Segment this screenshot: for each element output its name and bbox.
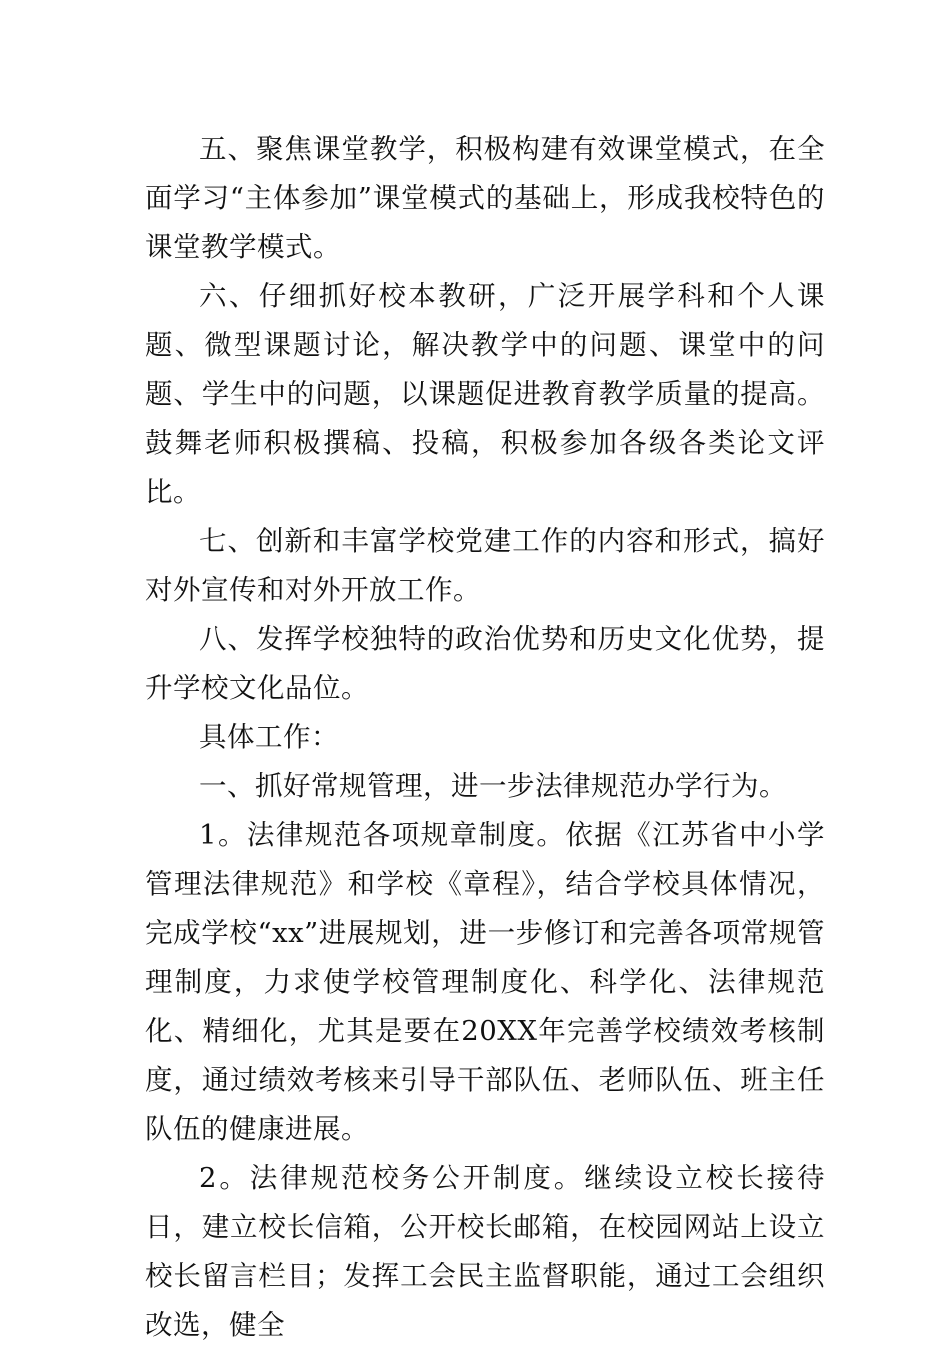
paragraph-5-classroom-teaching: 五、聚焦课堂教学，积极构建有效课堂模式，在全面学习“主体参加”课堂模式的基础上，形成我校特色的课堂教学模式。 <box>145 133 825 263</box>
item-1-1-regulations: 1。法律规范各项规章制度。依据《江苏省中小学管理法律规范》和学校《章程》，结合学校具体情况，完成学校“xx”进展规划，进一步修订和完善各项常规管理制度，力求使学校管理制度化、科学化、法律规范化、精细化，尤其是要在20XX年完善学校绩效考核制度，通过绩效考核来引导干部队伍、老师队伍、班主任队伍的健康进展。 <box>145 819 825 1145</box>
paragraph-6-school-research: 六、仔细抓好校本教研，广泛开展学科和个人课题、微型课题讨论，解决教学中的问题、课堂中的问题、学生中的问题，以课题促进教育教学质量的提高。鼓舞老师积极撰稿、投稿，积极参加各级各类论文评比。 <box>145 280 825 508</box>
paragraph-7-party-building: 七、创新和丰富学校党建工作的内容和形式，搞好对外宣传和对外开放工作。 <box>145 525 825 606</box>
document-body <box>145 125 825 1350</box>
section-heading-specific-work: 具体工作： <box>199 721 339 753</box>
item-1-routine-management: 一、抓好常规管理，进一步法律规范办学行为。 <box>199 770 787 802</box>
item-1-2-openness: 2。法律规范校务公开制度。继续设立校长接待日，建立校长信箱，公开校长邮箱，在校园网站上设立校长留言栏目；发挥工会民主监督职能，通过工会组织改选，健全 <box>145 1162 825 1341</box>
paragraph-8-culture: 八、发挥学校独特的政治优势和历史文化优势，提升学校文化品位。 <box>145 623 825 704</box>
